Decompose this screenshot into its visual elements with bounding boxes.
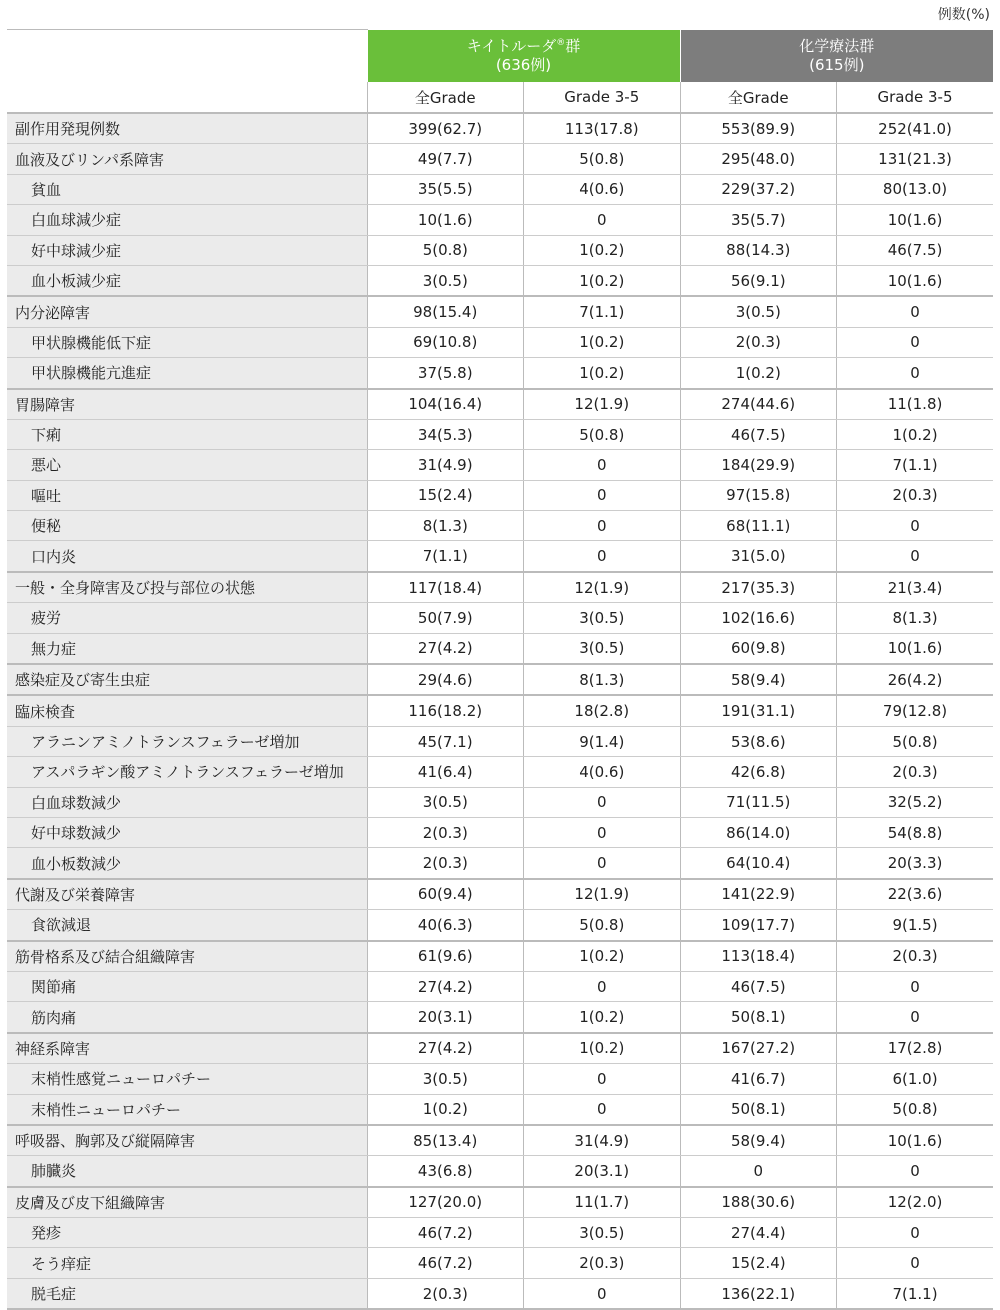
- value-cell: 553(89.9): [680, 113, 837, 144]
- table-row: [7, 480, 993, 510]
- value-cell: 60(9.4): [367, 879, 524, 910]
- value-cell: 21(3.4): [837, 572, 994, 603]
- value-cell: 27(4.2): [367, 971, 524, 1001]
- value-cell: 7(1.1): [837, 450, 994, 480]
- value-cell: 0: [524, 541, 681, 572]
- value-cell: 1(0.2): [524, 1033, 681, 1064]
- value-cell: 60(9.8): [680, 633, 837, 664]
- value-cell: 217(35.3): [680, 572, 837, 603]
- row-label: 好中球減少症: [7, 235, 367, 265]
- value-cell: 42(6.8): [680, 757, 837, 787]
- value-cell: 2(0.3): [367, 848, 524, 879]
- value-cell: 88(14.3): [680, 235, 837, 265]
- table-row: [7, 235, 993, 265]
- value-cell: 0: [837, 1002, 994, 1033]
- value-cell: 10(1.6): [837, 1125, 994, 1156]
- row-label: 悪心: [7, 450, 367, 480]
- value-cell: 64(10.4): [680, 848, 837, 879]
- value-cell: 43(6.8): [367, 1156, 524, 1187]
- value-cell: 20(3.1): [524, 1156, 681, 1187]
- value-cell: 50(7.9): [367, 603, 524, 633]
- registered-mark: ®: [556, 37, 566, 48]
- value-cell: 9(1.4): [524, 726, 681, 756]
- table-row: [7, 695, 993, 726]
- value-cell: 0: [524, 787, 681, 817]
- value-cell: 295(48.0): [680, 144, 837, 174]
- value-cell: 31(5.0): [680, 541, 837, 572]
- table-row: [7, 327, 993, 357]
- value-cell: 9(1.5): [837, 910, 994, 941]
- table-row: [7, 879, 993, 910]
- value-cell: 1(0.2): [524, 235, 681, 265]
- value-cell: 17(2.8): [837, 1033, 994, 1064]
- value-cell: 1(0.2): [524, 327, 681, 357]
- value-cell: 46(7.5): [680, 971, 837, 1001]
- row-label: 白血球減少症: [7, 205, 367, 235]
- value-cell: 10(1.6): [367, 205, 524, 235]
- value-cell: 58(9.4): [680, 664, 837, 695]
- table-row: [7, 848, 993, 879]
- value-cell: 104(16.4): [367, 389, 524, 420]
- value-cell: 1(0.2): [837, 419, 994, 449]
- row-label: 発疹: [7, 1218, 367, 1248]
- value-cell: 6(1.0): [837, 1064, 994, 1094]
- row-label: 血小板減少症: [7, 265, 367, 296]
- value-cell: 8(1.3): [524, 664, 681, 695]
- row-label: 代謝及び栄養障害: [7, 879, 367, 910]
- value-cell: 0: [837, 1248, 994, 1278]
- value-cell: 5(0.8): [524, 144, 681, 174]
- row-label: 便秘: [7, 511, 367, 541]
- row-label: 肺臓炎: [7, 1156, 367, 1187]
- table-row: [7, 144, 993, 174]
- value-cell: 0: [837, 296, 994, 327]
- value-cell: 79(12.8): [837, 695, 994, 726]
- value-cell: 116(18.2): [367, 695, 524, 726]
- table-row: [7, 1278, 993, 1309]
- table-row: [7, 419, 993, 449]
- value-cell: 12(1.9): [524, 879, 681, 910]
- value-cell: 46(7.5): [680, 419, 837, 449]
- row-label: 筋肉痛: [7, 1002, 367, 1033]
- group-header-chemotherapy: [680, 30, 993, 83]
- table-row: [7, 787, 993, 817]
- value-cell: 0: [524, 1094, 681, 1125]
- row-label: 皮膚及び皮下組織障害: [7, 1187, 367, 1218]
- group-name: キイトルーダ: [466, 36, 557, 55]
- value-cell: 26(4.2): [837, 664, 994, 695]
- table-row: [7, 603, 993, 633]
- value-cell: 5(0.8): [524, 910, 681, 941]
- value-cell: 85(13.4): [367, 1125, 524, 1156]
- row-label: 感染症及び寄生虫症: [7, 664, 367, 695]
- value-cell: 69(10.8): [367, 327, 524, 357]
- value-cell: 61(9.6): [367, 941, 524, 972]
- value-cell: 12(1.9): [524, 572, 681, 603]
- row-label: 血小板数減少: [7, 848, 367, 879]
- value-cell: 58(9.4): [680, 1125, 837, 1156]
- row-label: 貧血: [7, 174, 367, 204]
- value-cell: 1(0.2): [524, 941, 681, 972]
- row-label: 下痢: [7, 419, 367, 449]
- value-cell: 29(4.6): [367, 664, 524, 695]
- value-cell: 0: [837, 511, 994, 541]
- value-cell: 3(0.5): [367, 265, 524, 296]
- value-cell: 3(0.5): [367, 1064, 524, 1094]
- value-cell: 109(17.7): [680, 910, 837, 941]
- table-row: [7, 450, 993, 480]
- header-corner: [7, 30, 367, 83]
- row-label: 関節痛: [7, 971, 367, 1001]
- value-cell: 20(3.3): [837, 848, 994, 879]
- value-cell: 31(4.9): [524, 1125, 681, 1156]
- value-cell: 0: [524, 205, 681, 235]
- value-cell: 56(9.1): [680, 265, 837, 296]
- value-cell: 80(13.0): [837, 174, 994, 204]
- value-cell: 0: [837, 1218, 994, 1248]
- value-cell: 32(5.2): [837, 787, 994, 817]
- value-cell: 1(0.2): [680, 358, 837, 389]
- value-cell: 7(1.1): [367, 541, 524, 572]
- value-cell: 27(4.2): [367, 1033, 524, 1064]
- value-cell: 41(6.4): [367, 757, 524, 787]
- value-cell: 1(0.2): [524, 358, 681, 389]
- table-row: [7, 726, 993, 756]
- value-cell: 117(18.4): [367, 572, 524, 603]
- value-cell: 0: [837, 1156, 994, 1187]
- subheader-grade-3-5: Grade 3-5: [524, 82, 681, 113]
- value-cell: 15(2.4): [680, 1248, 837, 1278]
- subheader-all-grade: 全Grade: [367, 82, 524, 113]
- value-cell: 10(1.6): [837, 265, 994, 296]
- row-label: 胃腸障害: [7, 389, 367, 420]
- value-cell: 188(30.6): [680, 1187, 837, 1218]
- table-row: [7, 389, 993, 420]
- adverse-events-table: [7, 29, 993, 1310]
- value-cell: 2(0.3): [837, 757, 994, 787]
- subheader-grade-3-5: Grade 3-5: [837, 82, 994, 113]
- table-row: [7, 113, 993, 144]
- row-label: 一般・全身障害及び投与部位の状態: [7, 572, 367, 603]
- value-cell: 97(15.8): [680, 480, 837, 510]
- value-cell: 141(22.9): [680, 879, 837, 910]
- value-cell: 35(5.7): [680, 205, 837, 235]
- row-label: そう痒症: [7, 1248, 367, 1278]
- value-cell: 0: [524, 971, 681, 1001]
- value-cell: 46(7.2): [367, 1248, 524, 1278]
- value-cell: 2(0.3): [367, 817, 524, 847]
- value-cell: 167(27.2): [680, 1033, 837, 1064]
- value-cell: 1(0.2): [367, 1094, 524, 1125]
- row-label: 末梢性感覚ニューロパチー: [7, 1064, 367, 1094]
- value-cell: 3(0.5): [680, 296, 837, 327]
- row-label: 呼吸器、胸郭及び縦隔障害: [7, 1125, 367, 1156]
- value-cell: 50(8.1): [680, 1002, 837, 1033]
- value-cell: 54(8.8): [837, 817, 994, 847]
- value-cell: 22(3.6): [837, 879, 994, 910]
- value-cell: 46(7.2): [367, 1218, 524, 1248]
- table-row: [7, 1033, 993, 1064]
- value-cell: 10(1.6): [837, 205, 994, 235]
- unit-note: 例数(%): [937, 7, 990, 23]
- row-label: 臨床検査: [7, 695, 367, 726]
- value-cell: 20(3.1): [367, 1002, 524, 1033]
- value-cell: 4(0.6): [524, 757, 681, 787]
- value-cell: 0: [524, 511, 681, 541]
- value-cell: 5(0.8): [367, 235, 524, 265]
- row-label: 甲状腺機能亢進症: [7, 358, 367, 389]
- value-cell: 86(14.0): [680, 817, 837, 847]
- table-row: [7, 971, 993, 1001]
- table-row: [7, 265, 993, 296]
- table-row: [7, 1002, 993, 1033]
- table-row: [7, 572, 993, 603]
- table-row: [7, 296, 993, 327]
- value-cell: 45(7.1): [367, 726, 524, 756]
- value-cell: 41(6.7): [680, 1064, 837, 1094]
- row-label: 好中球数減少: [7, 817, 367, 847]
- value-cell: 229(37.2): [680, 174, 837, 204]
- table-row: [7, 541, 993, 572]
- row-label: 血液及びリンパ系障害: [7, 144, 367, 174]
- table-row: [7, 358, 993, 389]
- row-label: 嘔吐: [7, 480, 367, 510]
- value-cell: 399(62.7): [367, 113, 524, 144]
- table-row: [7, 1125, 993, 1156]
- value-cell: 0: [524, 817, 681, 847]
- value-cell: 8(1.3): [367, 511, 524, 541]
- row-label: 甲状腺機能低下症: [7, 327, 367, 357]
- value-cell: 18(2.8): [524, 695, 681, 726]
- table-row: [7, 1094, 993, 1125]
- value-cell: 49(7.7): [367, 144, 524, 174]
- group-suffix: 群: [565, 36, 581, 55]
- table-row: [7, 941, 993, 972]
- table-row: [7, 511, 993, 541]
- value-cell: 127(20.0): [367, 1187, 524, 1218]
- row-label: 疲労: [7, 603, 367, 633]
- value-cell: 5(0.8): [837, 1094, 994, 1125]
- value-cell: 37(5.8): [367, 358, 524, 389]
- table-row: [7, 1156, 993, 1187]
- value-cell: 5(0.8): [837, 726, 994, 756]
- row-label: 内分泌障害: [7, 296, 367, 327]
- value-cell: 40(6.3): [367, 910, 524, 941]
- table-row: [7, 817, 993, 847]
- table-row: [7, 1064, 993, 1094]
- value-cell: 8(1.3): [837, 603, 994, 633]
- table-row: [7, 664, 993, 695]
- row-label: 末梢性ニューロパチー: [7, 1094, 367, 1125]
- row-label: 脱毛症: [7, 1278, 367, 1309]
- group-count: (636例): [495, 55, 552, 74]
- value-cell: 0: [524, 1278, 681, 1309]
- table-row: [7, 1218, 993, 1248]
- value-cell: 0: [524, 848, 681, 879]
- value-cell: 27(4.4): [680, 1218, 837, 1248]
- value-cell: 2(0.3): [524, 1248, 681, 1278]
- value-cell: 34(5.3): [367, 419, 524, 449]
- value-cell: 12(2.0): [837, 1187, 994, 1218]
- group-name: 化学療法群: [799, 36, 875, 55]
- value-cell: 68(11.1): [680, 511, 837, 541]
- group-header-keytruda: [367, 30, 680, 83]
- value-cell: 252(41.0): [837, 113, 994, 144]
- value-cell: 1(0.2): [524, 1002, 681, 1033]
- value-cell: 53(8.6): [680, 726, 837, 756]
- value-cell: 11(1.7): [524, 1187, 681, 1218]
- value-cell: 31(4.9): [367, 450, 524, 480]
- value-cell: 11(1.8): [837, 389, 994, 420]
- group-count: (615例): [809, 55, 865, 74]
- value-cell: 0: [524, 480, 681, 510]
- value-cell: 5(0.8): [524, 419, 681, 449]
- value-cell: 113(18.4): [680, 941, 837, 972]
- row-label: 口内炎: [7, 541, 367, 572]
- table-row: [7, 174, 993, 204]
- value-cell: 2(0.3): [680, 327, 837, 357]
- value-cell: 98(15.4): [367, 296, 524, 327]
- row-label: 食欲減退: [7, 910, 367, 941]
- value-cell: 2(0.3): [367, 1278, 524, 1309]
- value-cell: 15(2.4): [367, 480, 524, 510]
- row-label: 白血球数減少: [7, 787, 367, 817]
- value-cell: 191(31.1): [680, 695, 837, 726]
- row-label: アラニンアミノトランスフェラーゼ増加: [7, 726, 367, 756]
- value-cell: 102(16.6): [680, 603, 837, 633]
- value-cell: 71(11.5): [680, 787, 837, 817]
- value-cell: 3(0.5): [367, 787, 524, 817]
- value-cell: 2(0.3): [837, 941, 994, 972]
- row-label: 副作用発現例数: [7, 113, 367, 144]
- value-cell: 3(0.5): [524, 603, 681, 633]
- table-body: [7, 113, 993, 1309]
- value-cell: 3(0.5): [524, 633, 681, 664]
- value-cell: 3(0.5): [524, 1218, 681, 1248]
- subheader-all-grade: 全Grade: [680, 82, 837, 113]
- value-cell: 0: [524, 450, 681, 480]
- value-cell: 131(21.3): [837, 144, 994, 174]
- table-row: [7, 1187, 993, 1218]
- table-row: [7, 633, 993, 664]
- value-cell: 184(29.9): [680, 450, 837, 480]
- row-label: 神経系障害: [7, 1033, 367, 1064]
- table-row: [7, 1248, 993, 1278]
- value-cell: 12(1.9): [524, 389, 681, 420]
- value-cell: 7(1.1): [524, 296, 681, 327]
- value-cell: 0: [680, 1156, 837, 1187]
- value-cell: 113(17.8): [524, 113, 681, 144]
- subheader-corner: [7, 82, 367, 113]
- value-cell: 274(44.6): [680, 389, 837, 420]
- value-cell: 27(4.2): [367, 633, 524, 664]
- row-label: アスパラギン酸アミノトランスフェラーゼ増加: [7, 757, 367, 787]
- value-cell: 10(1.6): [837, 633, 994, 664]
- value-cell: 0: [837, 971, 994, 1001]
- value-cell: 4(0.6): [524, 174, 681, 204]
- row-label: 無力症: [7, 633, 367, 664]
- value-cell: 2(0.3): [837, 480, 994, 510]
- value-cell: 0: [837, 541, 994, 572]
- table-row: [7, 757, 993, 787]
- row-label: 筋骨格系及び結合組織障害: [7, 941, 367, 972]
- value-cell: 0: [837, 358, 994, 389]
- value-cell: 46(7.5): [837, 235, 994, 265]
- value-cell: 35(5.5): [367, 174, 524, 204]
- table-row: [7, 910, 993, 941]
- value-cell: 136(22.1): [680, 1278, 837, 1309]
- value-cell: 1(0.2): [524, 265, 681, 296]
- table-row: [7, 205, 993, 235]
- value-cell: 7(1.1): [837, 1278, 994, 1309]
- value-cell: 0: [524, 1064, 681, 1094]
- value-cell: 50(8.1): [680, 1094, 837, 1125]
- value-cell: 0: [837, 327, 994, 357]
